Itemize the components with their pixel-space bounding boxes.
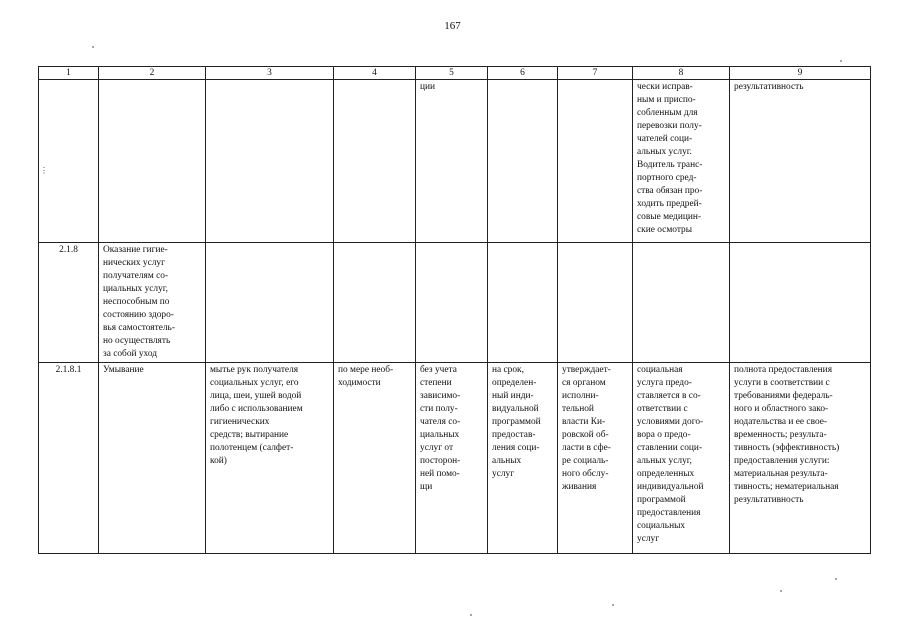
margin-mark: ⋮ [40,166,48,175]
table-cell [334,80,416,243]
scan-speck [835,578,837,580]
column-number: 9 [730,67,871,80]
column-number: 5 [416,67,488,80]
table-cell [488,243,558,363]
table-cell [558,243,633,363]
table-cell [633,243,730,363]
table-cell: без учета степени зависимо- сти полу- чателя со- циальных услуг от посторон- ней помо- щи [416,363,488,554]
table-cell [334,243,416,363]
column-number: 7 [558,67,633,80]
table-row [39,363,871,554]
column-number: 6 [488,67,558,80]
table-cell: по мере необ- ходимости [334,363,416,554]
column-number: 8 [633,67,730,80]
page-number: 167 [444,20,461,32]
column-number: 2 [99,67,206,80]
table-cell [730,243,871,363]
scan-speck [92,46,94,48]
table-cell: полнота предоставления услуги в соответствии с требованиями федераль- ного и областного зако- нодательства и ее свое- временность; результа- тивность (эффективность) предоставления услуги: материальная результа- тивность; нематериальная результативность [730,363,871,554]
table-cell: ции [416,80,488,243]
table-cell: социальная услуга предо- ставляется в со- ответствии с условиями дого- вора о предо- ставлении соци- альных услуг, определенных индивидуальной программой предоставления социальных услуг [633,363,730,554]
table-cell: 2.1.8 [39,243,99,363]
table-cell [558,80,633,243]
table-cell: чески исправ- ным и приспо- собленным для перевозки полу- чателей соци- альных услуг. Водитель транс- портного сред- ства обязан про- ходить предрей- совые медицин- ские осмотры [633,80,730,243]
column-number: 4 [334,67,416,80]
column-number: 3 [206,67,334,80]
scan-speck [840,60,842,62]
table-cell [99,80,206,243]
services-table [38,66,871,554]
table-cell [416,243,488,363]
table-cell [39,80,99,243]
table-row [39,243,871,363]
table-cell [206,243,334,363]
table-cell: мытье рук получателя социальных услуг, его лица, шеи, ушей водой либо с использованием гигиенических средств; вытирание полотенцем (салфет- кой) [206,363,334,554]
table-cell [488,80,558,243]
table-cell: 2.1.8.1 [39,363,99,554]
table-cell [206,80,334,243]
scan-speck [470,614,472,616]
table-cell: результативность [730,80,871,243]
scan-speck [612,604,614,606]
scan-speck [780,590,782,592]
table-row [39,80,871,243]
table-cell: на срок, определен- ный инди- видуальной программой предостав- ления соци- альных услуг [488,363,558,554]
column-number: 1 [39,67,99,80]
table-cell: утверждает- ся органом исполни- тельной власти Ки- ровской об- ласти в сфе- ре социаль- ного обслу- живания [558,363,633,554]
table-cell: Умывание [99,363,206,554]
column-number-row [39,67,871,80]
table-cell: Оказание гигие- нических услуг получателям со- циальных услуг, неспособным по состоянию здоро- вья самостоятель- но осуществлять за собой уход [99,243,206,363]
